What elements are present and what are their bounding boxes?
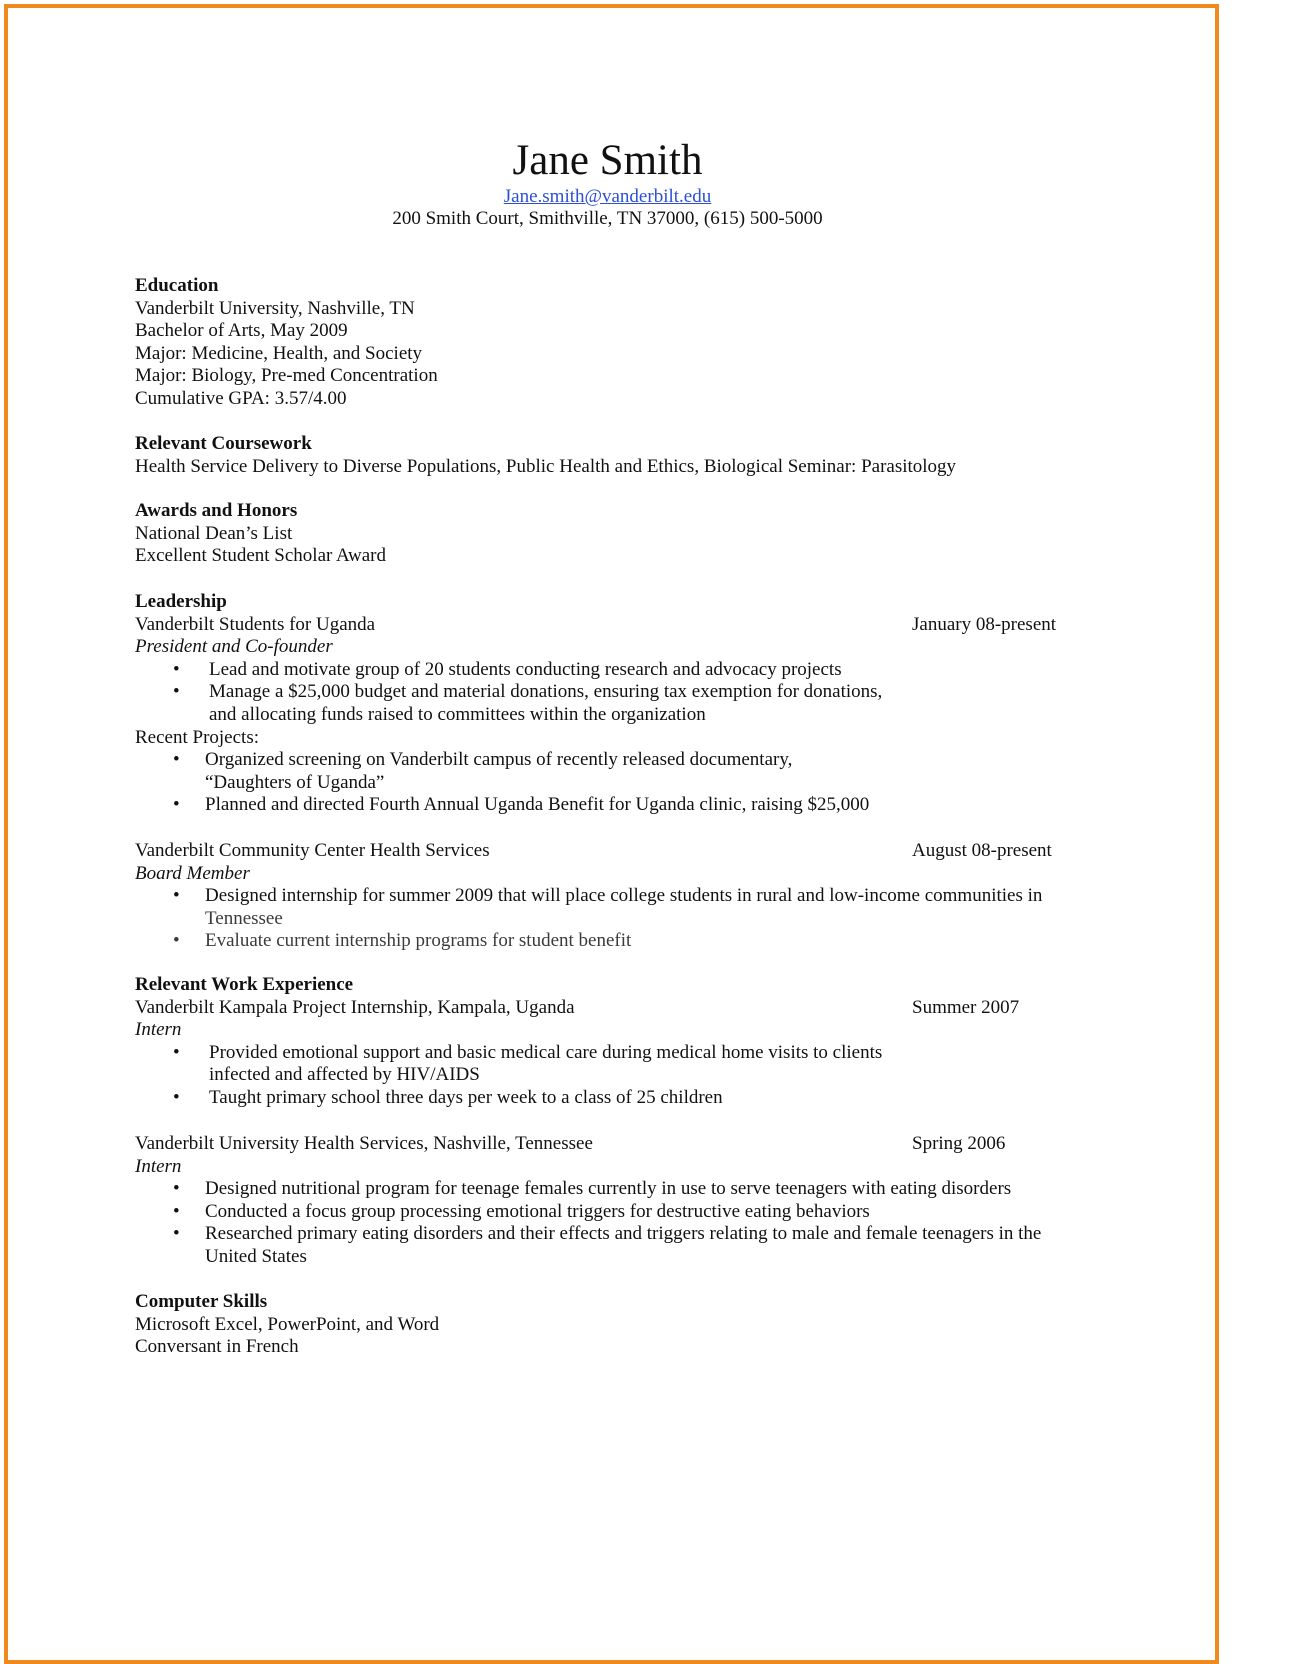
bullet-icon: • xyxy=(173,1086,180,1108)
bullet-text: Evaluate current internship programs for student benefit xyxy=(205,930,632,952)
coursework-section xyxy=(135,433,1095,478)
bullet-text: infected and affected by HIV/AIDS xyxy=(209,1064,480,1086)
award-item: National Dean’s List xyxy=(135,522,293,544)
entry-org: Vanderbilt Students for Uganda xyxy=(135,613,376,635)
bullet-icon: • xyxy=(173,658,180,680)
bullet-item xyxy=(135,1042,1095,1065)
entry-org: Vanderbilt Community Center Health Services xyxy=(135,840,490,861)
education-heading: Education xyxy=(135,275,219,296)
entry-role: Intern xyxy=(135,1155,182,1177)
bullet-text: Provided emotional support and basic medical care during medical home visits to clients xyxy=(209,1041,883,1063)
education-line: Cumulative GPA: 3.57/4.00 xyxy=(135,387,347,409)
bullet-text: and allocating funds raised to committees within the organization xyxy=(209,703,706,725)
entry-header xyxy=(135,840,1095,863)
bullet-text: Researched primary eating disorders and their effects and triggers relating to male and female teenagers in the xyxy=(205,1223,1042,1245)
bullet-icon: • xyxy=(173,749,180,771)
bullet-item xyxy=(135,1223,1095,1246)
coursework-text: Health Service Delivery to Diverse Populations, Public Health and Ethics, Biological Seminar: Parasitology xyxy=(135,455,957,477)
education-section xyxy=(135,275,1095,411)
bullet-text: Conducted a focus group processing emotional triggers for destructive eating behaviors xyxy=(205,1200,870,1222)
entry-header xyxy=(135,1133,1095,1156)
bullet-icon: • xyxy=(173,1178,180,1200)
bullet-text: Manage a $25,000 budget and material donations, ensuring tax exemption for donations, xyxy=(209,681,883,703)
skill-item: Conversant in French xyxy=(135,1336,299,1358)
bullet-text: Designed nutritional program for teenage females currently in use to serve teenagers with eating disorders xyxy=(205,1178,1012,1200)
candidate-name: Jane Smith xyxy=(512,137,703,184)
entry-date: August 08-present xyxy=(912,840,1052,861)
bullet-item xyxy=(135,930,1095,953)
bullet-icon: • xyxy=(173,885,180,907)
education-line: Vanderbilt University, Nashville, TN xyxy=(135,297,415,319)
entry-date: Summer 2007 xyxy=(912,996,1020,1018)
award-item: Excellent Student Scholar Award xyxy=(135,545,386,567)
subheading: Recent Projects: xyxy=(135,726,259,748)
entry-role: President and Co-founder xyxy=(135,636,333,658)
bullet-text: “Daughters of Uganda” xyxy=(205,771,385,793)
entry-header xyxy=(135,614,1095,637)
bullet-item xyxy=(135,681,1095,704)
bullet-continuation xyxy=(135,704,1095,727)
skills-section xyxy=(135,1291,1095,1359)
bullet-text: Tennessee xyxy=(205,907,283,929)
bullet-text: Taught primary school three days per week to a class of 25 children xyxy=(209,1086,723,1108)
bullet-text: Lead and motivate group of 20 students conducting research and advocacy projects xyxy=(209,658,842,680)
education-line: Major: Medicine, Health, and Society xyxy=(135,342,423,364)
bullet-item xyxy=(135,749,1095,772)
bullet-continuation xyxy=(135,1064,1095,1087)
bullet-text: Planned and directed Fourth Annual Uganda Benefit for Uganda clinic, raising $25,000 xyxy=(205,794,870,816)
entry-date: Spring 2006 xyxy=(912,1133,1006,1154)
work-heading: Relevant Work Experience xyxy=(135,974,354,995)
bullet-item xyxy=(135,794,1095,817)
bullet-item xyxy=(135,659,1095,682)
entry-role: Intern xyxy=(135,1019,182,1041)
bullet-text: Designed internship for summer 2009 that will place college students in rural and low-income communities in xyxy=(205,885,1043,907)
email-link[interactable]: Jane.smith@vanderbilt.edu xyxy=(503,186,712,207)
skills-heading: Computer Skills xyxy=(135,1291,268,1312)
bullet-text: United States xyxy=(205,1245,307,1267)
entry-header xyxy=(135,997,1095,1020)
awards-heading: Awards and Honors xyxy=(135,500,298,521)
bullet-item xyxy=(135,1087,1095,1110)
bullet-icon: • xyxy=(173,681,180,703)
education-line: Major: Biology, Pre-med Concentration xyxy=(135,365,438,387)
bullet-icon: • xyxy=(173,1200,180,1222)
entry-org: Vanderbilt Kampala Project Internship, Kampala, Uganda xyxy=(135,996,575,1018)
work-entry xyxy=(135,1133,1095,1269)
leadership-heading: Leadership xyxy=(135,591,227,612)
bullet-icon: • xyxy=(173,930,180,952)
awards-section xyxy=(135,500,1095,568)
contact-address: 200 Smith Court, Smithville, TN 37000, (615) 500-5000 xyxy=(392,208,823,229)
entry-role: Board Member xyxy=(135,862,250,884)
bullet-continuation xyxy=(135,1246,1095,1269)
leadership-entry xyxy=(135,840,1095,953)
bullet-icon: • xyxy=(173,794,180,816)
bullet-continuation xyxy=(135,772,1095,795)
leadership-section xyxy=(135,591,1095,817)
work-section xyxy=(135,974,1095,1110)
bullet-item xyxy=(135,1178,1095,1201)
education-line: Bachelor of Arts, May 2009 xyxy=(135,320,348,342)
bullet-text: Organized screening on Vanderbilt campus of recently released documentary, xyxy=(205,749,793,771)
bullet-continuation xyxy=(135,908,1095,931)
bullet-item xyxy=(135,885,1095,908)
bullet-icon: • xyxy=(173,1041,180,1063)
bullet-item xyxy=(135,1201,1095,1224)
entry-org: Vanderbilt University Health Services, Nashville, Tennessee xyxy=(135,1133,593,1154)
coursework-heading: Relevant Coursework xyxy=(135,433,312,454)
bullet-icon: • xyxy=(173,1223,180,1245)
entry-date: January 08-present xyxy=(912,613,1057,635)
skill-item: Microsoft Excel, PowerPoint, and Word xyxy=(135,1313,440,1335)
